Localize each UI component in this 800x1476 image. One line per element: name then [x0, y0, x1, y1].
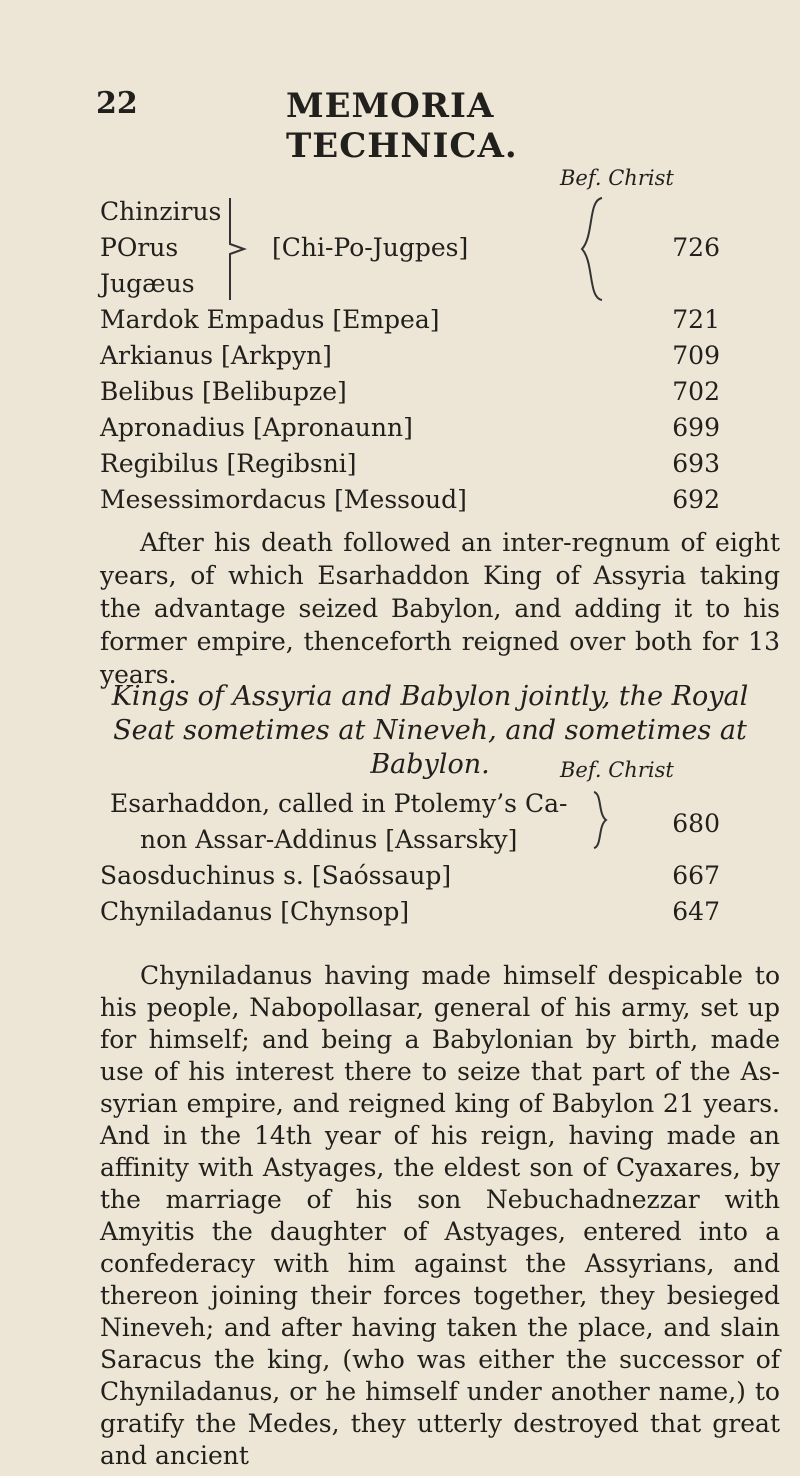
year-value: 693 [672, 449, 720, 478]
table-row [100, 338, 780, 374]
king-name: Arkianus [Arkpyn] [100, 341, 332, 370]
king-name: Esarhaddon, called in Ptolemy’s Ca- [110, 789, 568, 818]
king-name: Mesessimordacus [Messoud] [100, 485, 467, 514]
king-name: Mardok Empadus [Empea] [100, 305, 440, 334]
king-name: Apronadius [Apronaunn] [100, 413, 413, 442]
table-row [100, 858, 780, 894]
table-row [100, 446, 780, 482]
bef-christ-label: Bef. Christ [560, 166, 674, 190]
king-name: Chinzirus [100, 197, 222, 226]
year-value: 667 [672, 861, 720, 890]
table-row [100, 302, 780, 338]
right-brace-icon [578, 196, 608, 302]
king-name: non Assar-Addinus [Assarsky] [140, 825, 518, 854]
table-row [100, 374, 780, 410]
table-row [100, 482, 780, 518]
page-number: 22 [96, 86, 138, 121]
year-value: 692 [672, 485, 720, 514]
king-name: Belibus [Belibupze] [100, 377, 347, 406]
king-alias: [Chi-Po-Jugpes] [272, 233, 469, 262]
year-value: 680 [672, 809, 720, 838]
table-row [100, 194, 780, 230]
table-row [100, 230, 780, 266]
year-value: 709 [672, 341, 720, 370]
bef-christ-label-2: Bef. Christ [560, 758, 674, 782]
page-header [96, 86, 696, 166]
running-title: MEMORIA TECHNICA. [286, 86, 518, 166]
right-brace-icon [590, 790, 610, 850]
kings-table-1 [100, 194, 780, 518]
table-row [100, 809, 780, 858]
king-name: Chyniladanus [Chynsop] [100, 897, 410, 926]
table-row [100, 266, 780, 302]
kings-table-2 [100, 786, 780, 930]
paragraph-interregnum: After his death followed an inter-regnum of eight years, of which Esarhaddon King of Assyria taking the advantage seized Babylon, and adding it to his former empire, thenceforth reigned over both for 13 years. [100, 528, 780, 689]
table-row [100, 894, 780, 930]
king-name: Jugæus [100, 269, 195, 298]
year-value: 699 [672, 413, 720, 442]
year-value: 702 [672, 377, 720, 406]
year-value: 721 [672, 305, 720, 334]
king-name: Saosduchinus s. [Saóssaup] [100, 861, 452, 890]
king-name: POrus [100, 233, 179, 262]
section-subheading: Kings of Assyria and Babylon jointly, the Royal Seat sometimes at Nineveh, and sometimes at Babylon. [111, 681, 749, 780]
year-value: 726 [672, 233, 720, 262]
left-brace-icon [226, 196, 250, 302]
table-row [100, 410, 780, 446]
paragraph-chyniladanus: Chyniladanus having made himself despicable to his people, Nabopollasar, general of his army, set up for himself; and being a Babylonian by birth, made use of his interest there to seize that part of the As-syrian empire, and reigned king of Babylon 21 years. And in the 14th year of his reign, having made an affinity with Astyages, the eldest son of Cyaxares, by the marriage of his son Nebuchadnezzar with Amyitis the daughter of Astyages, entered into a confederacy with him against the Assyrians, and thereon joining their forces together, they besieged Nineveh; and after having taken the place, and slain Saracus the king, (who was either the successor of Chyniladanus, or he himself under another name,) to gratify the Medes, they utterly destroyed that great and ancient [100, 961, 780, 1470]
king-name: Regibilus [Regibsni] [100, 449, 357, 478]
year-value: 647 [672, 897, 720, 926]
